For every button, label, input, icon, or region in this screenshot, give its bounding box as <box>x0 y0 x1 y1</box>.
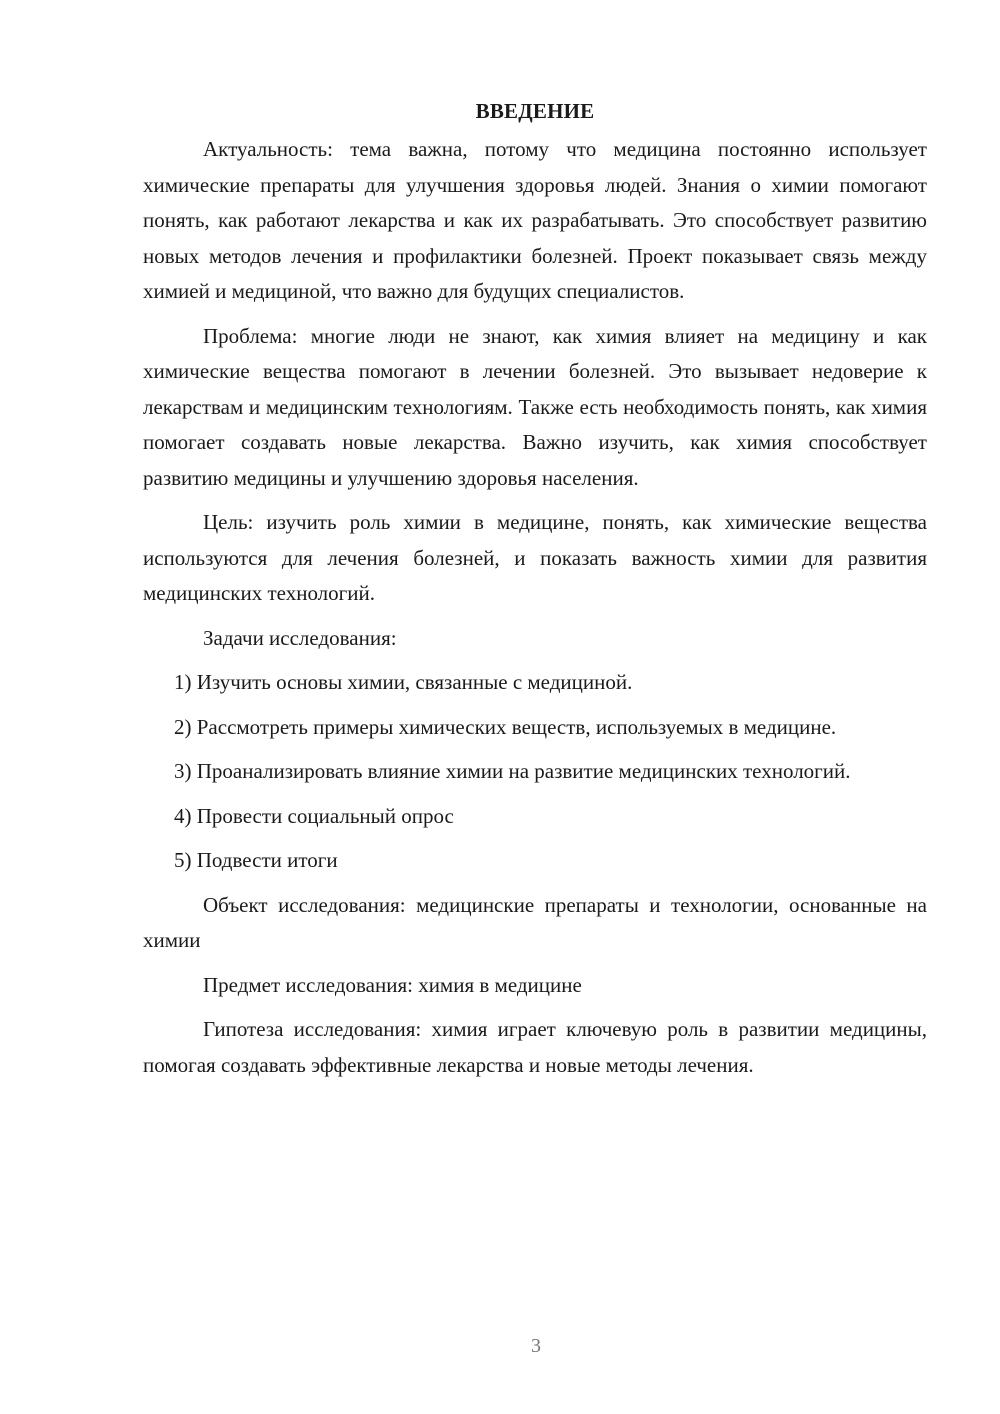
paragraph-object: Объект исследования: медицинские препараты и технологии, основанные на химии <box>143 892 927 952</box>
paragraph-hypothesis: Гипотеза исследования: химия играет ключевую роль в развитии медицины, помогая создавать эффективные лекарства и новые методы лечения. <box>143 1017 927 1077</box>
task-item-5: 5) Подвести итоги <box>174 848 338 872</box>
paragraph-goal: Цель: изучить роль химии в медицине, понять, как химические вещества используются для лечения болезней, и показать важность химии для развития медицинских технологий. <box>143 510 927 605</box>
paragraph-subject: Предмет исследования: химия в медицине <box>203 972 582 997</box>
section-title: ВВЕДЕНИЕ <box>475 99 595 123</box>
task-item-4: 4) Провести социальный опрос <box>174 803 454 828</box>
page-content <box>143 90 927 1092</box>
paragraph-tasks-heading: Задачи исследования: <box>203 625 397 650</box>
task-item-2: 2) Рассмотреть примеры химических веществ, используемых в медицине. <box>174 714 837 739</box>
paragraph-relevance: Актуальность: тема важна, потому что медицина постоянно использует химические препараты для улучшения здоровья людей. Знания о химии помогают понять, как работают лекарства и как их разрабатывать. Это способствует развитию новых методов лечения и профилактики болезней. Проект показывает связь между химией и медициной, что важно для будущих специалистов. <box>143 137 927 303</box>
task-item-1: 1) Изучить основы химии, связанные с медициной. <box>174 670 633 694</box>
page-number <box>0 1333 1000 1359</box>
paragraph-problem: Проблема: многие люди не знают, как химия влияет на медицину и как химические вещества помогают в лечении болезней. Это вызывает недоверие к лекарствам и медицинским технологиям. Также есть необходимость понять, как химия помогает создавать новые лекарства. Важно изучить, как химия способствует развитию медицины и улучшению здоровья населения. <box>143 323 927 490</box>
task-item-3: 3) Проанализировать влияние химии на развитие медицинских технологий. <box>174 759 851 783</box>
page-number-text: 3 <box>531 1335 541 1357</box>
